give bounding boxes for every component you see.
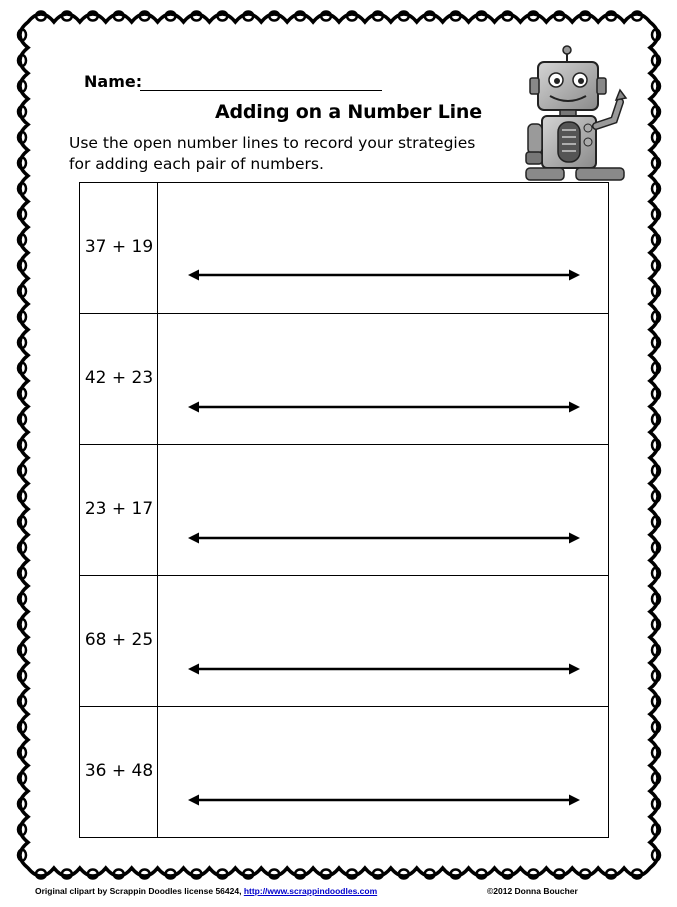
answer-area[interactable] [158,707,608,838]
problem-expression: 68 + 25 [84,630,154,650]
number-line-arrow [188,400,580,414]
robot-icon [520,44,635,184]
answer-area[interactable] [158,445,608,575]
problem-table [79,182,609,838]
problem-row [80,576,608,707]
problem-expression: 23 + 17 [84,499,154,519]
problem-cell [80,445,158,575]
problem-cell [80,707,158,838]
footer-credit-link[interactable]: http://www.scrappindoodles.com [243,886,378,896]
problem-row [80,445,608,576]
problem-row [80,707,608,838]
footer-credit-text: Original clipart by Scrappin Doodles license 56424, [35,886,244,896]
problem-cell [80,576,158,706]
name-label: Name: [84,72,143,91]
answer-area[interactable] [158,183,608,313]
problem-expression: 36 + 48 [84,761,154,781]
footer-copyright: ©2012 Donna Boucher [487,886,578,896]
answer-area[interactable] [158,576,608,706]
problem-row [80,314,608,445]
instructions-line-2: for adding each pair of numbers. [69,155,324,173]
instructions-line-1: Use the open number lines to record your strategies [69,134,476,152]
instructions [69,133,539,175]
worksheet-title: Adding on a Number Line [215,101,482,123]
problem-cell [80,183,158,313]
footer-credit [35,886,377,896]
problem-row [80,183,608,314]
problem-expression: 37 + 19 [84,237,154,257]
problem-cell [80,314,158,444]
answer-area[interactable] [158,314,608,444]
number-line-arrow [188,531,580,545]
name-input-line[interactable] [140,90,382,91]
number-line-arrow [188,793,580,807]
problem-expression: 42 + 23 [84,368,154,388]
number-line-arrow [188,662,580,676]
number-line-arrow [188,268,580,282]
